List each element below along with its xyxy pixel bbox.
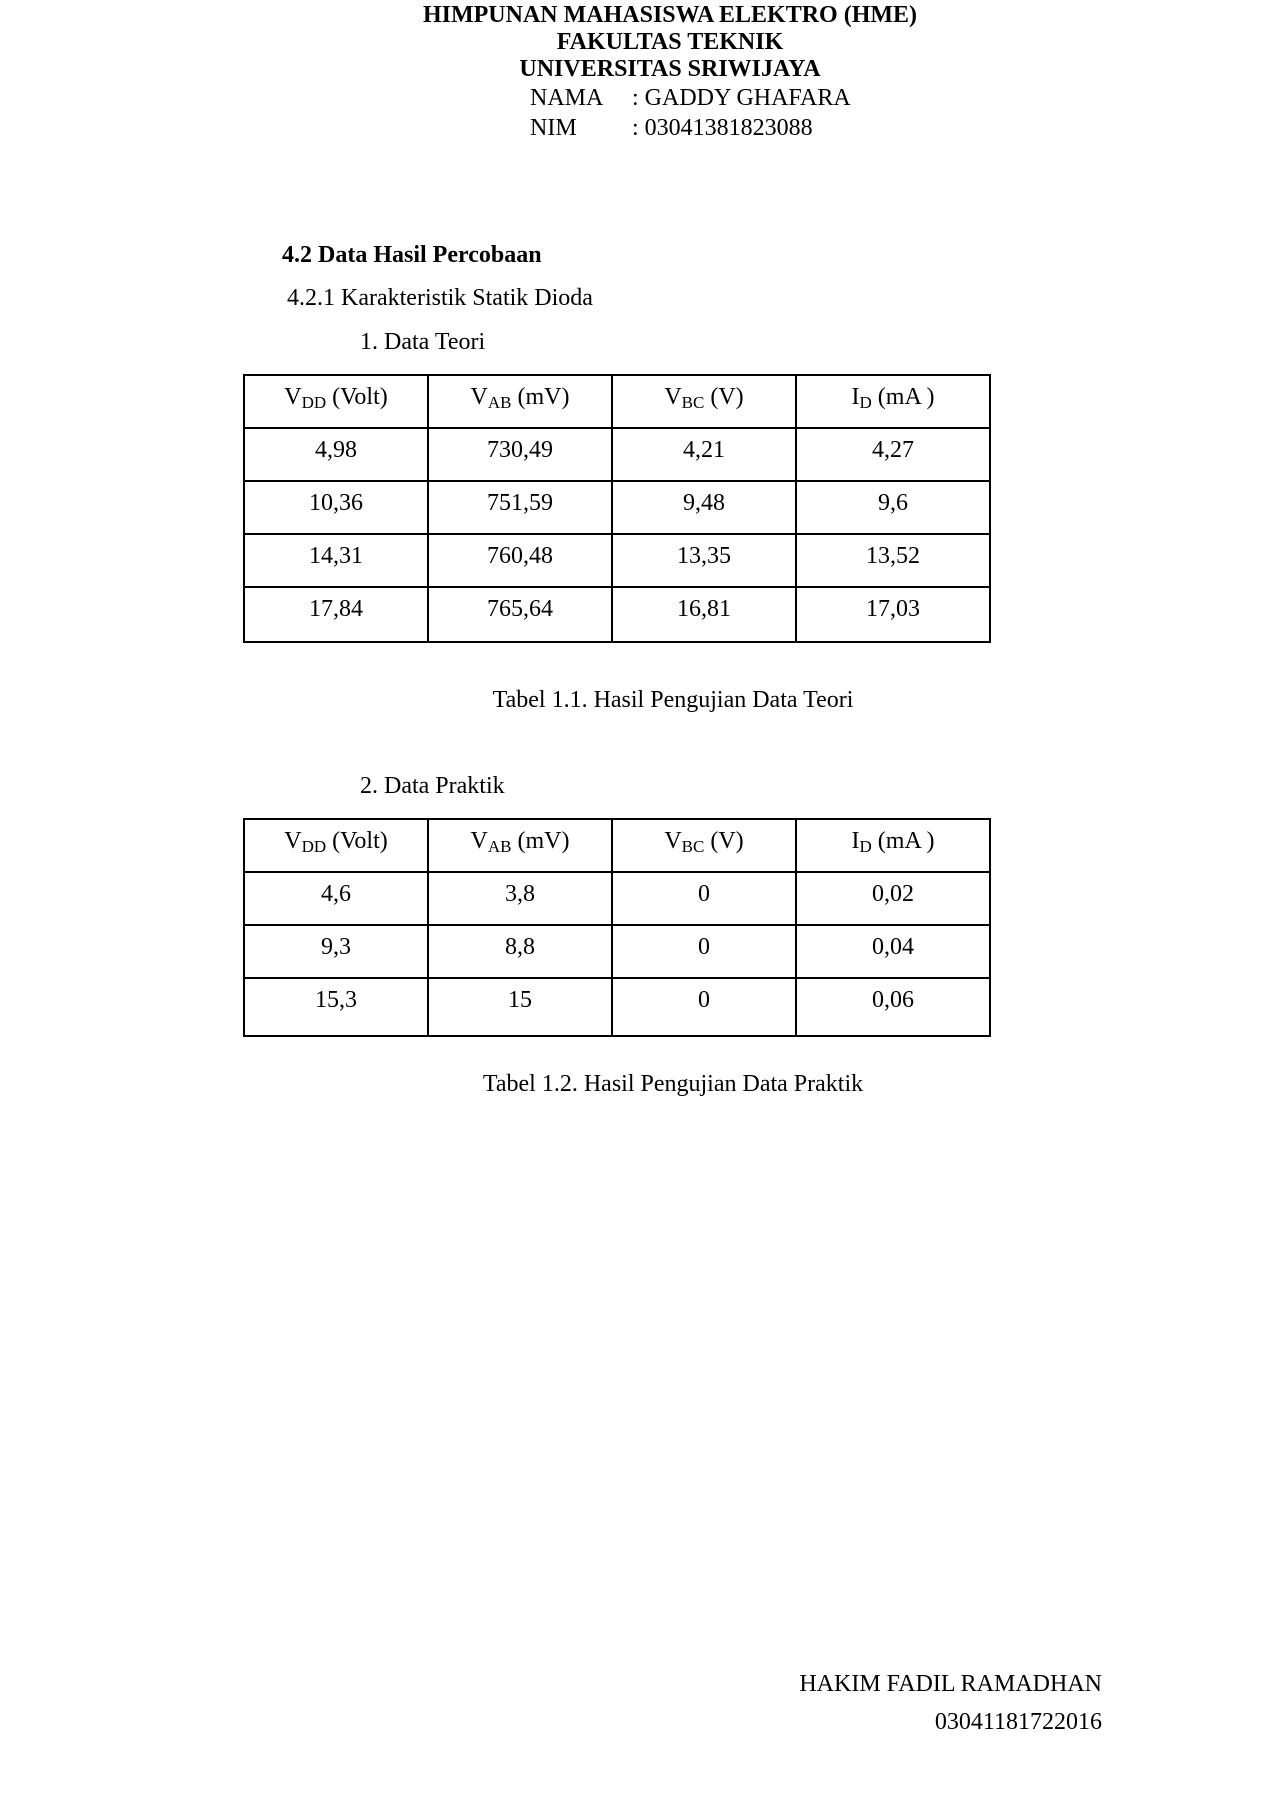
table-cell: 730,49 [428,428,612,481]
signature-nim: 03041181722016 [934,1709,1102,1735]
table-cell: 0 [612,978,796,1036]
column-subscript: D [859,837,872,856]
column-unit: (mV) [511,828,570,854]
table-header-row [244,375,990,428]
column-header [796,375,990,428]
table-cell: 751,59 [428,481,612,534]
data-table-practice [243,818,991,1037]
table-cell: 4,27 [796,428,990,481]
table-cell: 4,98 [244,428,428,481]
column-unit: (Volt) [326,828,388,854]
table-row [244,534,990,587]
table-row [244,481,990,534]
table-cell: 4,6 [244,872,428,925]
data-table-theory [243,374,991,643]
column-symbol: V [664,828,682,854]
column-header [428,375,612,428]
table-cell: 9,6 [796,481,990,534]
table-cell: 765,64 [428,587,612,642]
table-row [244,428,990,481]
column-symbol: I [851,828,860,854]
column-subscript: D [859,393,872,412]
column-unit: (mA ) [871,828,935,854]
university-name: UNIVERSITAS SRIWIJAYA [519,56,821,82]
column-unit: (mA ) [871,384,935,410]
table-cell: 760,48 [428,534,612,587]
table-row [244,978,990,1036]
table-row [244,587,990,642]
faculty-name: FAKULTAS TEKNIK [556,29,784,55]
column-symbol: V [470,828,488,854]
table-cell: 17,03 [796,587,990,642]
table2-caption: Tabel 1.2. Hasil Pengujian Data Praktik [482,1071,864,1097]
column-subscript: AB [487,393,512,412]
table-cell: 17,84 [244,587,428,642]
table-row [244,925,990,978]
signature-name: HAKIM FADIL RAMADHAN [799,1671,1102,1697]
column-header [428,819,612,872]
column-subscript: BC [681,393,705,412]
table-cell: 10,36 [244,481,428,534]
table-cell: 14,31 [244,534,428,587]
table-cell: 0,04 [796,925,990,978]
table-row [244,872,990,925]
table-cell: 0 [612,872,796,925]
table1-label: 1. Data Teori [360,329,486,355]
column-header [244,375,428,428]
column-unit: (V) [704,828,744,854]
column-header [244,819,428,872]
column-unit: (Volt) [326,384,388,410]
column-symbol: I [851,384,860,410]
table2-label: 2. Data Praktik [360,773,505,799]
table-header-row [244,819,990,872]
column-symbol: V [664,384,682,410]
column-subscript: AB [487,837,512,856]
table-cell: 0 [612,925,796,978]
table-cell: 3,8 [428,872,612,925]
organization-name: HIMPUNAN MAHASISWA ELEKTRO (HME) [422,2,918,28]
table-cell: 13,35 [612,534,796,587]
table-cell: 0,06 [796,978,990,1036]
section-title: 4.2 Data Hasil Percobaan [282,242,542,268]
column-unit: (V) [704,384,744,410]
table-cell: 13,52 [796,534,990,587]
table-cell: 4,21 [612,428,796,481]
column-header [612,819,796,872]
table-cell: 8,8 [428,925,612,978]
table-cell: 9,3 [244,925,428,978]
column-symbol: V [284,384,302,410]
column-symbol: V [470,384,488,410]
name-label: NAMA [530,85,604,111]
table-cell: 15,3 [244,978,428,1036]
column-header [612,375,796,428]
name-field [530,83,851,113]
table-cell: 0,02 [796,872,990,925]
nim-label: NIM [530,115,577,141]
table-cell: 9,48 [612,481,796,534]
name-value: : GADDY GHAFARA [632,85,851,111]
column-header [796,819,990,872]
table1-caption: Tabel 1.1. Hasil Pengujian Data Teori [492,687,854,713]
column-unit: (mV) [511,384,570,410]
nim-value: : 03041381823088 [632,115,813,141]
section-subtitle: 4.2.1 Karakteristik Statik Dioda [287,285,593,311]
nim-field [530,113,813,143]
column-subscript: BC [681,837,705,856]
column-symbol: V [284,828,302,854]
column-subscript: DD [301,393,327,412]
column-subscript: DD [301,837,327,856]
table-cell: 16,81 [612,587,796,642]
table-cell: 15 [428,978,612,1036]
